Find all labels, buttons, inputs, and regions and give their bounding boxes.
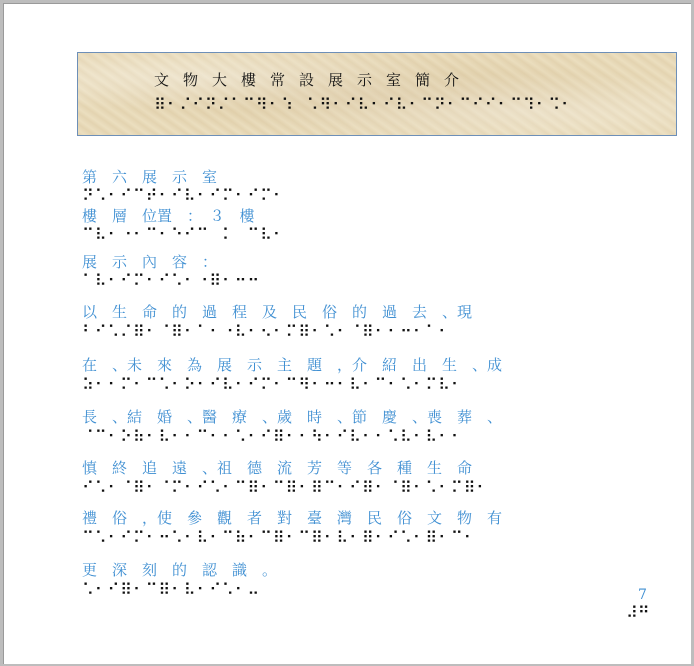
banner-title: 文物大樓常設展示室簡介 <box>154 71 474 89</box>
content-label: 展 示 內 容 ： <box>82 253 218 271</box>
page-number-braille: ⠼⠛ <box>626 603 650 622</box>
document-page <box>3 3 691 664</box>
body-line: 禮 俗 ，使 參 觀 者 對 臺 灣 民 俗 文 物 有 <box>82 509 503 527</box>
body-line-braille: ⠃⠊⠡⠌⠿⠂⠈⠿⠂⠁⠂⠐⠧⠂⠢⠂⠍⠿⠂⠡⠂⠈⠿⠂⠂⠒⠂⠁⠂ <box>82 322 451 341</box>
body-line: 在 、未 來 為 展 示 主 題 ，介 紹 出 生 、成 <box>82 356 503 374</box>
section-heading-braille: ⠝⠡⠂⠊⠉⠞⠂⠊⠧⠂⠊⠍⠂⠊⠍⠂ <box>82 186 286 205</box>
body-line-braille: ⠉⠡⠂⠊⠍⠂⠒⠡⠂⠧⠂⠉⠷⠂⠉⠿⠂⠉⠿⠂⠧⠂⠿⠂⠊⠡⠂⠿⠂⠉⠂ <box>82 528 477 547</box>
body-line-braille: ⠡⠂⠊⠿⠂⠉⠿⠂⠧⠂⠊⠡⠂⠤ <box>82 580 261 599</box>
content-braille: ⠁⠧⠂⠊⠍⠂⠊⠡⠂⠐⠿⠂⠒⠒ <box>82 271 261 290</box>
banner-braille: ⠿⠂⠌⠊⠝⠌⠁⠉⠻⠂⠱⠀⠡⠻⠂⠊⠧⠂⠊⠧⠂⠉⠝⠂⠉⠊⠊⠂⠉⠹⠂⠩⠂ <box>154 95 574 114</box>
floor-braille: ⠉⠧⠂⠐⠂⠉⠂⠑⠊⠉⠀⠅⠀⠉⠧⠂ <box>82 225 286 244</box>
body-line: 長 、結 婚 、醫 療 、歲 時 、節 慶 、喪 葬 、 <box>82 408 503 426</box>
body-line-braille: ⠵⠂⠂⠍⠂⠉⠡⠂⠕⠂⠊⠧⠂⠊⠍⠂⠉⠻⠂⠒⠂⠧⠂⠉⠂⠡⠂⠍⠧⠂ <box>82 375 464 394</box>
body-line: 以 生 命 的 過 程 及 民 俗 的 過 去 、現 <box>82 303 473 321</box>
body-line-braille: ⠈⠉⠂⠕⠷⠂⠧⠂⠂⠉⠂⠂⠡⠂⠊⠿⠂⠂⠳⠂⠊⠧⠂⠂⠡⠧⠂⠧⠂⠂ <box>82 427 464 446</box>
page-number: 7 <box>638 587 647 603</box>
section-heading: 第 六 展 示 室 <box>82 168 218 186</box>
floor-label: 樓 層 位置 ： ３ 樓 <box>82 207 255 225</box>
body-line-braille: ⠊⠡⠂⠈⠿⠂⠈⠍⠂⠊⠡⠂⠉⠿⠂⠉⠿⠂⠿⠉⠂⠊⠿⠂⠈⠿⠂⠡⠂⠍⠿⠂ <box>82 478 489 497</box>
body-line: 慎 終 追 遠 、祖 德 流 芳 等 各 種 生 命 <box>82 459 473 477</box>
title-banner <box>77 52 677 136</box>
body-line: 更 深 刻 的 認 識 。 <box>82 561 278 579</box>
